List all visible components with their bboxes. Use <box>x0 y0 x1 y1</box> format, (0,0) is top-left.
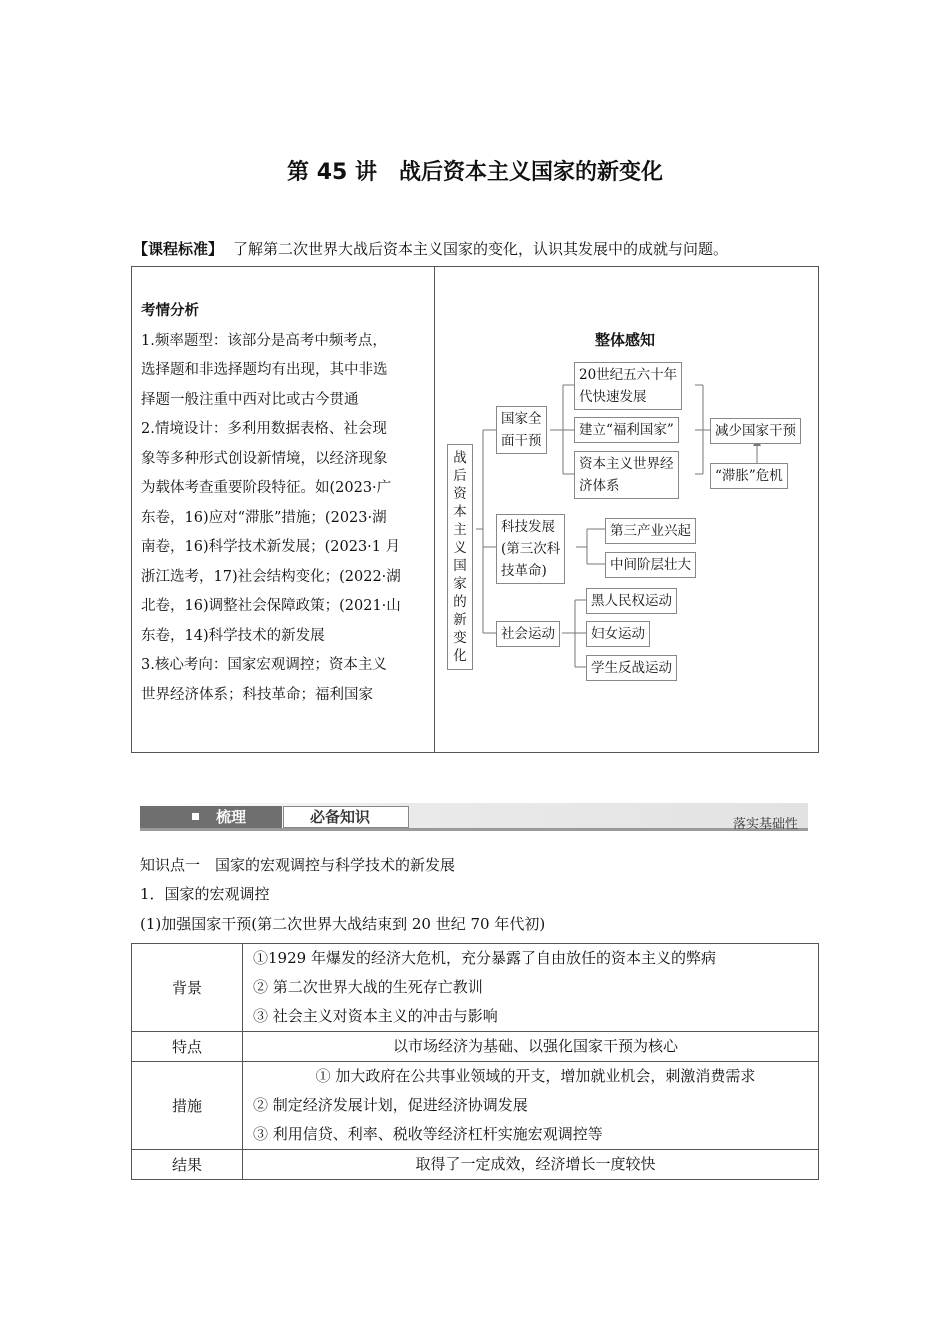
section-name: 必备知识 <box>310 808 371 826</box>
mind-map-root: 战后资本主义国家的新变化 <box>447 444 473 670</box>
branch-label-line: 技革命) <box>501 563 547 579</box>
measures-cell <box>243 1062 819 1150</box>
mind-map-node-stagflation-crisis: “滞胀”危机 <box>710 463 788 489</box>
mind-map-title: 整体感知 <box>595 331 656 349</box>
result-text: 取得了一定成效，经济增长一度较快 <box>415 1155 656 1173</box>
analysis-line: 南卷，16)科学技术新发展；(2023·1 月 <box>141 539 401 555</box>
row-header-background: 背景 <box>132 944 243 1032</box>
analysis-line: 北卷，16)调整社会保障政策；(2021·山 <box>141 598 401 614</box>
mind-map-node-middle-class: 中间阶层壮大 <box>605 552 696 578</box>
node-label-line: 代快速发展 <box>579 389 647 405</box>
course-standard <box>133 238 728 259</box>
mind-map-branch-state-intervention <box>496 406 547 454</box>
section-tag-background <box>140 806 282 828</box>
mind-map-node-student-antiwar: 学生反战运动 <box>586 655 677 681</box>
measure-item: ② 制定经济发展计划，促进经济协调发展 <box>253 1096 528 1114</box>
section-underline <box>140 828 808 831</box>
analysis-line: 1.频率题型：该部分是高考中频考点， <box>141 332 387 349</box>
mind-map-node-welfare-state <box>574 417 679 443</box>
page-title: 第 45 讲 战后资本主义国家的新变化 <box>287 160 663 185</box>
mind-map-node-civil-rights: 黑人民权运动 <box>586 588 677 614</box>
mind-map-node-womens-movement: 妇女运动 <box>586 621 650 647</box>
analysis-line: 象等多种形式创设新情境，以经济现象 <box>141 450 388 467</box>
intervention-table <box>131 943 819 1180</box>
analysis-line: 3.核心考向：国家宏观调控；资本主义 <box>141 657 387 673</box>
analysis-line: 浙江选考，17)社会结构变化；(2022·湖 <box>141 568 401 585</box>
background-item: ③ 社会主义对资本主义的冲击与影响 <box>253 1007 498 1025</box>
table-row <box>132 1062 819 1150</box>
subheading-macro-control: 1．国家的宏观调控 <box>140 885 270 903</box>
background-item: ② 第二次世界大战的生死存亡教训 <box>253 978 483 996</box>
mind-map-node-tertiary-industry: 第三产业兴起 <box>605 518 696 544</box>
branch-label-line: 面干预 <box>501 433 542 449</box>
background-cell <box>243 944 819 1032</box>
square-bullet-icon <box>192 813 199 820</box>
node-label-line: 建立“福利国家” <box>579 422 674 438</box>
feature-text: 以市场经济为基础、以强化国家干预为核心 <box>392 1037 678 1055</box>
measure-item: ③ 利用信贷、利率、税收等经济杠杆实施宏观调控等 <box>253 1125 603 1143</box>
mind-map-branch-technology <box>496 514 565 584</box>
mind-map-branch-social-movements: 社会运动 <box>496 621 560 647</box>
row-header-feature: 特点 <box>132 1032 243 1062</box>
analysis-line: 择题一般注重中西对比或古今贯通 <box>141 391 359 408</box>
subheading-strengthen-intervention: (1)加强国家干预(第二次世界大战结束到 20 世纪 70 年代初) <box>140 915 546 933</box>
analysis-line: 东卷，14)科学技术的新发展 <box>141 627 325 644</box>
section-tag: 梳理 <box>216 808 247 826</box>
node-label-line: 资本主义世界经 <box>579 456 674 472</box>
result-cell <box>243 1150 819 1180</box>
course-standard-text: 了解第二次世界大战后资本主义国家的变化，认识其发展中的成就与问题。 <box>233 240 729 258</box>
background-item: ①1929 年爆发的经济大危机，充分暴露了自由放任的资本主义的弊病 <box>253 949 716 967</box>
analysis-line: 选择题和非选择题均有出现，其中非选 <box>141 362 388 378</box>
analysis-line: 为载体考查重要阶段特征。如(2023·广 <box>141 480 392 496</box>
branch-label-line: (第三次科 <box>501 541 561 557</box>
analysis-line: 世界经济体系；科技革命；福利国家 <box>141 686 373 703</box>
analysis-line: 东卷，16)应对“滞胀”措施；(2023·湖 <box>141 509 387 526</box>
knowledge-point-heading: 知识点一 国家的宏观调控与科学技术的新发展 <box>140 856 456 874</box>
exam-analysis-heading: 考情分析 <box>141 303 199 319</box>
feature-cell <box>243 1032 819 1062</box>
mind-map-node-capitalist-economic-system <box>574 451 679 499</box>
table-row <box>132 1150 819 1180</box>
analysis-line: 2.情境设计：多利用数据表格、社会现 <box>141 421 387 437</box>
overview-box <box>131 266 819 753</box>
table-row <box>132 944 819 1032</box>
mind-map-node-rapid-development <box>574 362 682 410</box>
node-label-line: 20世纪五六十年 <box>579 367 678 383</box>
row-header-measures: 措施 <box>132 1062 243 1150</box>
mind-map <box>435 267 819 752</box>
section-header <box>140 803 808 831</box>
exam-analysis <box>141 297 431 710</box>
table-row <box>132 1032 819 1062</box>
mind-map-node-reduce-intervention: 减少国家干预 <box>710 418 801 444</box>
branch-label-line: 科技发展 <box>501 519 555 535</box>
branch-label-line: 国家全 <box>501 411 542 427</box>
section-right-label: 落实基础性 <box>732 817 798 832</box>
node-label-line: 济体系 <box>579 478 620 494</box>
row-header-result: 结果 <box>132 1150 243 1180</box>
measure-item: ① 加大政府在公共事业领域的开支，增加就业机会，刺激消费需求 <box>315 1067 756 1085</box>
course-standard-label: 【课程标准】 <box>133 240 224 258</box>
